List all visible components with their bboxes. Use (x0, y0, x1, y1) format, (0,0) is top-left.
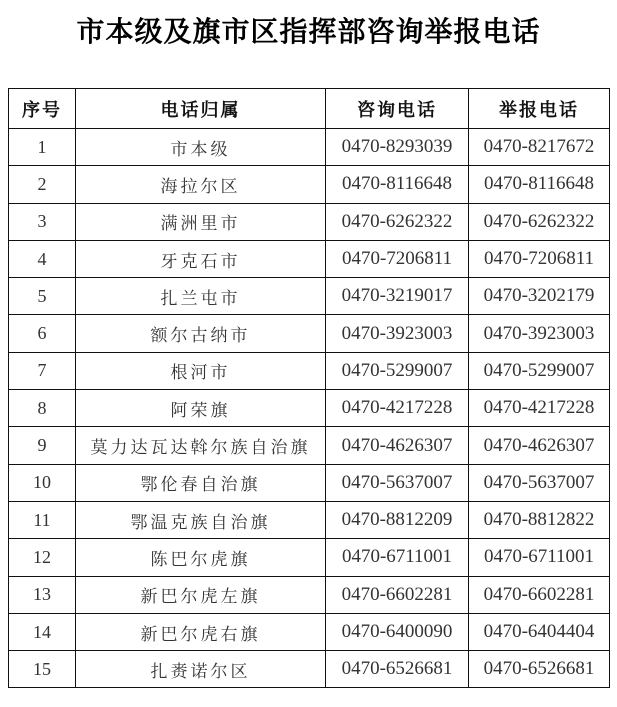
cell-phone-owner: 额尔古纳市 (76, 315, 326, 352)
cell-serial-number: 6 (9, 315, 76, 352)
table-row (9, 240, 610, 277)
cell-phone-owner: 根河市 (76, 352, 326, 389)
cell-report-phone: 0470-5637007 (469, 464, 610, 501)
cell-phone-owner: 鄂温克族自治旗 (76, 501, 326, 538)
cell-serial-number: 10 (9, 464, 76, 501)
cell-report-phone: 0470-6526681 (469, 651, 610, 688)
cell-serial-number: 5 (9, 278, 76, 315)
header-serial-number: 序号 (9, 89, 76, 129)
cell-report-phone: 0470-6262322 (469, 203, 610, 240)
cell-serial-number: 14 (9, 613, 76, 650)
table-row (9, 278, 610, 315)
cell-phone-owner: 莫力达瓦达斡尔族自治旗 (76, 427, 326, 464)
cell-serial-number: 13 (9, 576, 76, 613)
cell-serial-number: 1 (9, 129, 76, 166)
cell-phone-owner: 市本级 (76, 129, 326, 166)
table-body (9, 129, 610, 688)
header-consult-phone: 咨询电话 (326, 89, 469, 129)
cell-report-phone: 0470-7206811 (469, 240, 610, 277)
cell-report-phone: 0470-8812822 (469, 501, 610, 538)
header-phone-owner: 电话归属 (76, 89, 326, 129)
cell-consult-phone: 0470-4217228 (326, 390, 469, 427)
cell-serial-number: 2 (9, 166, 76, 203)
cell-report-phone: 0470-5299007 (469, 352, 610, 389)
cell-consult-phone: 0470-6400090 (326, 613, 469, 650)
cell-phone-owner: 陈巴尔虎旗 (76, 539, 326, 576)
cell-serial-number: 7 (9, 352, 76, 389)
table-row (9, 427, 610, 464)
cell-report-phone: 0470-3202179 (469, 278, 610, 315)
cell-consult-phone: 0470-6602281 (326, 576, 469, 613)
cell-phone-owner: 海拉尔区 (76, 166, 326, 203)
cell-serial-number: 4 (9, 240, 76, 277)
cell-consult-phone: 0470-7206811 (326, 240, 469, 277)
cell-report-phone: 0470-6711001 (469, 539, 610, 576)
cell-consult-phone: 0470-5637007 (326, 464, 469, 501)
cell-report-phone: 0470-6404404 (469, 613, 610, 650)
cell-phone-owner: 牙克石市 (76, 240, 326, 277)
table-header-row (9, 89, 610, 129)
cell-report-phone: 0470-8116648 (469, 166, 610, 203)
cell-phone-owner: 满洲里市 (76, 203, 326, 240)
cell-serial-number: 8 (9, 390, 76, 427)
cell-phone-owner: 新巴尔虎左旗 (76, 576, 326, 613)
table-row (9, 315, 610, 352)
cell-phone-owner: 扎兰屯市 (76, 278, 326, 315)
table-row (9, 129, 610, 166)
cell-consult-phone: 0470-8812209 (326, 501, 469, 538)
table-row (9, 501, 610, 538)
cell-consult-phone: 0470-6262322 (326, 203, 469, 240)
cell-report-phone: 0470-6602281 (469, 576, 610, 613)
table-row (9, 352, 610, 389)
table-row (9, 464, 610, 501)
cell-report-phone: 0470-4626307 (469, 427, 610, 464)
cell-phone-owner: 阿荣旗 (76, 390, 326, 427)
cell-consult-phone: 0470-5299007 (326, 352, 469, 389)
cell-report-phone: 0470-8217672 (469, 129, 610, 166)
cell-consult-phone: 0470-8293039 (326, 129, 469, 166)
cell-phone-owner: 新巴尔虎右旗 (76, 613, 326, 650)
cell-consult-phone: 0470-8116648 (326, 166, 469, 203)
table-row (9, 390, 610, 427)
table-row (9, 651, 610, 688)
cell-phone-owner: 扎赉诺尔区 (76, 651, 326, 688)
cell-serial-number: 12 (9, 539, 76, 576)
table-row (9, 613, 610, 650)
cell-serial-number: 15 (9, 651, 76, 688)
cell-consult-phone: 0470-3219017 (326, 278, 469, 315)
page-title: 市本级及旗市区指挥部咨询举报电话 (76, 16, 541, 47)
phone-directory-table (8, 88, 610, 688)
cell-consult-phone: 0470-4626307 (326, 427, 469, 464)
cell-serial-number: 9 (9, 427, 76, 464)
cell-serial-number: 11 (9, 501, 76, 538)
cell-consult-phone: 0470-6526681 (326, 651, 469, 688)
cell-phone-owner: 鄂伦春自治旗 (76, 464, 326, 501)
table-row (9, 203, 610, 240)
cell-report-phone: 0470-3923003 (469, 315, 610, 352)
cell-consult-phone: 0470-3923003 (326, 315, 469, 352)
cell-report-phone: 0470-4217228 (469, 390, 610, 427)
table-row (9, 166, 610, 203)
cell-consult-phone: 0470-6711001 (326, 539, 469, 576)
table-row (9, 576, 610, 613)
cell-serial-number: 3 (9, 203, 76, 240)
header-report-phone: 举报电话 (469, 89, 610, 129)
table-row (9, 539, 610, 576)
